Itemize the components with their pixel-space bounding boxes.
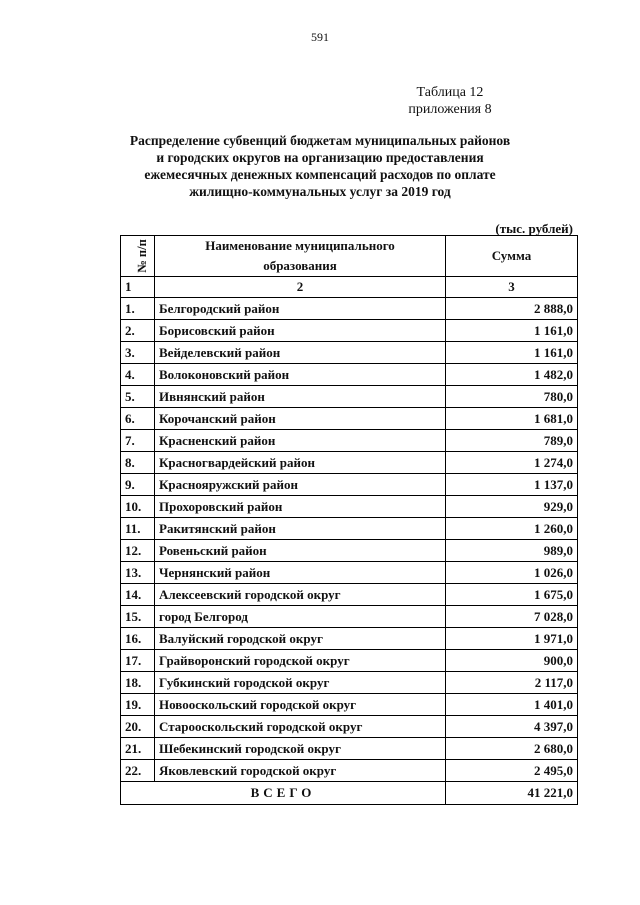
row-name: Белгородский район	[155, 298, 446, 320]
row-name: Новооскольский городской округ	[155, 694, 446, 716]
units-label: (тыс. рублей)	[495, 221, 573, 236]
title-line-4: жилищно-коммунальных услуг за 2019 год	[189, 184, 451, 199]
row-name: Волоконовский район	[155, 364, 446, 386]
title-line-3: ежемесячных денежных компенсаций расходов по оплате	[144, 167, 496, 182]
row-name: Красненский район	[155, 430, 446, 452]
table-ref-line1: Таблица 12	[416, 85, 484, 100]
row-num: 21.	[121, 738, 155, 760]
row-num: 5.	[121, 386, 155, 408]
row-name: Яковлевский городской округ	[155, 760, 446, 782]
row-sum: 1 161,0	[446, 342, 578, 364]
total-row	[121, 782, 578, 805]
header-num-label: № п/п	[134, 239, 149, 273]
header-num	[121, 236, 155, 277]
header-sum: Сумма	[446, 236, 578, 277]
row-num: 22.	[121, 760, 155, 782]
document-title	[110, 132, 530, 200]
column-numbers-row	[121, 277, 578, 298]
table-row	[121, 540, 578, 562]
row-name: Валуйский городской округ	[155, 628, 446, 650]
row-sum: 4 397,0	[446, 716, 578, 738]
row-name: Ровеньский район	[155, 540, 446, 562]
table-row	[121, 716, 578, 738]
table-row	[121, 650, 578, 672]
row-sum: 1 137,0	[446, 474, 578, 496]
title-line-2: и городских округов на организацию предоставления	[156, 150, 484, 165]
row-sum: 1 260,0	[446, 518, 578, 540]
row-num: 4.	[121, 364, 155, 386]
table-row	[121, 738, 578, 760]
row-num: 6.	[121, 408, 155, 430]
row-num: 11.	[121, 518, 155, 540]
row-sum: 1 274,0	[446, 452, 578, 474]
table-row	[121, 386, 578, 408]
table-row	[121, 584, 578, 606]
row-name: Губкинский городской округ	[155, 672, 446, 694]
row-name: Шебекинский городской округ	[155, 738, 446, 760]
column-number-1: 1	[121, 277, 155, 298]
row-sum: 1 971,0	[446, 628, 578, 650]
table-row	[121, 518, 578, 540]
total-label: ВСЕГО	[121, 782, 446, 805]
header-name-line2: образования	[263, 258, 337, 273]
column-number-2: 2	[155, 277, 446, 298]
row-num: 7.	[121, 430, 155, 452]
row-num: 19.	[121, 694, 155, 716]
table-row	[121, 364, 578, 386]
row-num: 12.	[121, 540, 155, 562]
column-number-3: 3	[446, 277, 578, 298]
row-name: Краснояружский район	[155, 474, 446, 496]
row-name: Борисовский район	[155, 320, 446, 342]
title-line-1: Распределение субвенций бюджетам муниципальных районов	[129, 133, 511, 148]
table-body	[121, 298, 578, 782]
row-sum: 1 675,0	[446, 584, 578, 606]
table-row	[121, 342, 578, 364]
row-num: 20.	[121, 716, 155, 738]
row-num: 16.	[121, 628, 155, 650]
table-row	[121, 452, 578, 474]
row-name: Грайворонский городской округ	[155, 650, 446, 672]
row-name: Вейделевский район	[155, 342, 446, 364]
row-sum: 2 888,0	[446, 298, 578, 320]
row-name: Прохоровский район	[155, 496, 446, 518]
row-num: 18.	[121, 672, 155, 694]
header-name	[155, 236, 446, 277]
table-row	[121, 496, 578, 518]
row-name: Корочанский район	[155, 408, 446, 430]
row-sum: 929,0	[446, 496, 578, 518]
row-sum: 1 401,0	[446, 694, 578, 716]
row-num: 14.	[121, 584, 155, 606]
row-num: 13.	[121, 562, 155, 584]
row-name: Чернянский район	[155, 562, 446, 584]
table-row	[121, 628, 578, 650]
table-row	[121, 606, 578, 628]
table-row	[121, 408, 578, 430]
row-num: 1.	[121, 298, 155, 320]
row-name: город Белгород	[155, 606, 446, 628]
row-num: 10.	[121, 496, 155, 518]
table-row	[121, 430, 578, 452]
row-name: Алексеевский городской округ	[155, 584, 446, 606]
row-name: Ракитянский район	[155, 518, 446, 540]
row-sum: 2 680,0	[446, 738, 578, 760]
table-row	[121, 672, 578, 694]
row-name: Ивнянский район	[155, 386, 446, 408]
row-name: Старооскольский городской округ	[155, 716, 446, 738]
row-num: 2.	[121, 320, 155, 342]
table-header-row	[121, 236, 578, 277]
row-name: Красногвардейский район	[155, 452, 446, 474]
row-num: 3.	[121, 342, 155, 364]
row-sum: 789,0	[446, 430, 578, 452]
row-sum: 2 495,0	[446, 760, 578, 782]
row-sum: 1 026,0	[446, 562, 578, 584]
table-row	[121, 298, 578, 320]
row-num: 15.	[121, 606, 155, 628]
row-num: 9.	[121, 474, 155, 496]
total-sum: 41 221,0	[446, 782, 578, 805]
header-name-line1: Наименование муниципального	[205, 238, 395, 253]
table-row	[121, 760, 578, 782]
subsidy-table	[120, 235, 578, 805]
table-row	[121, 694, 578, 716]
row-sum: 780,0	[446, 386, 578, 408]
table-ref-line2: приложения 8	[408, 102, 492, 117]
row-sum: 900,0	[446, 650, 578, 672]
table-row	[121, 562, 578, 584]
row-sum: 989,0	[446, 540, 578, 562]
row-num: 17.	[121, 650, 155, 672]
row-num: 8.	[121, 452, 155, 474]
page-number: 591	[311, 30, 329, 44]
row-sum: 7 028,0	[446, 606, 578, 628]
row-sum: 1 161,0	[446, 320, 578, 342]
row-sum: 1 482,0	[446, 364, 578, 386]
table-row	[121, 320, 578, 342]
table-row	[121, 474, 578, 496]
row-sum: 1 681,0	[446, 408, 578, 430]
row-sum: 2 117,0	[446, 672, 578, 694]
